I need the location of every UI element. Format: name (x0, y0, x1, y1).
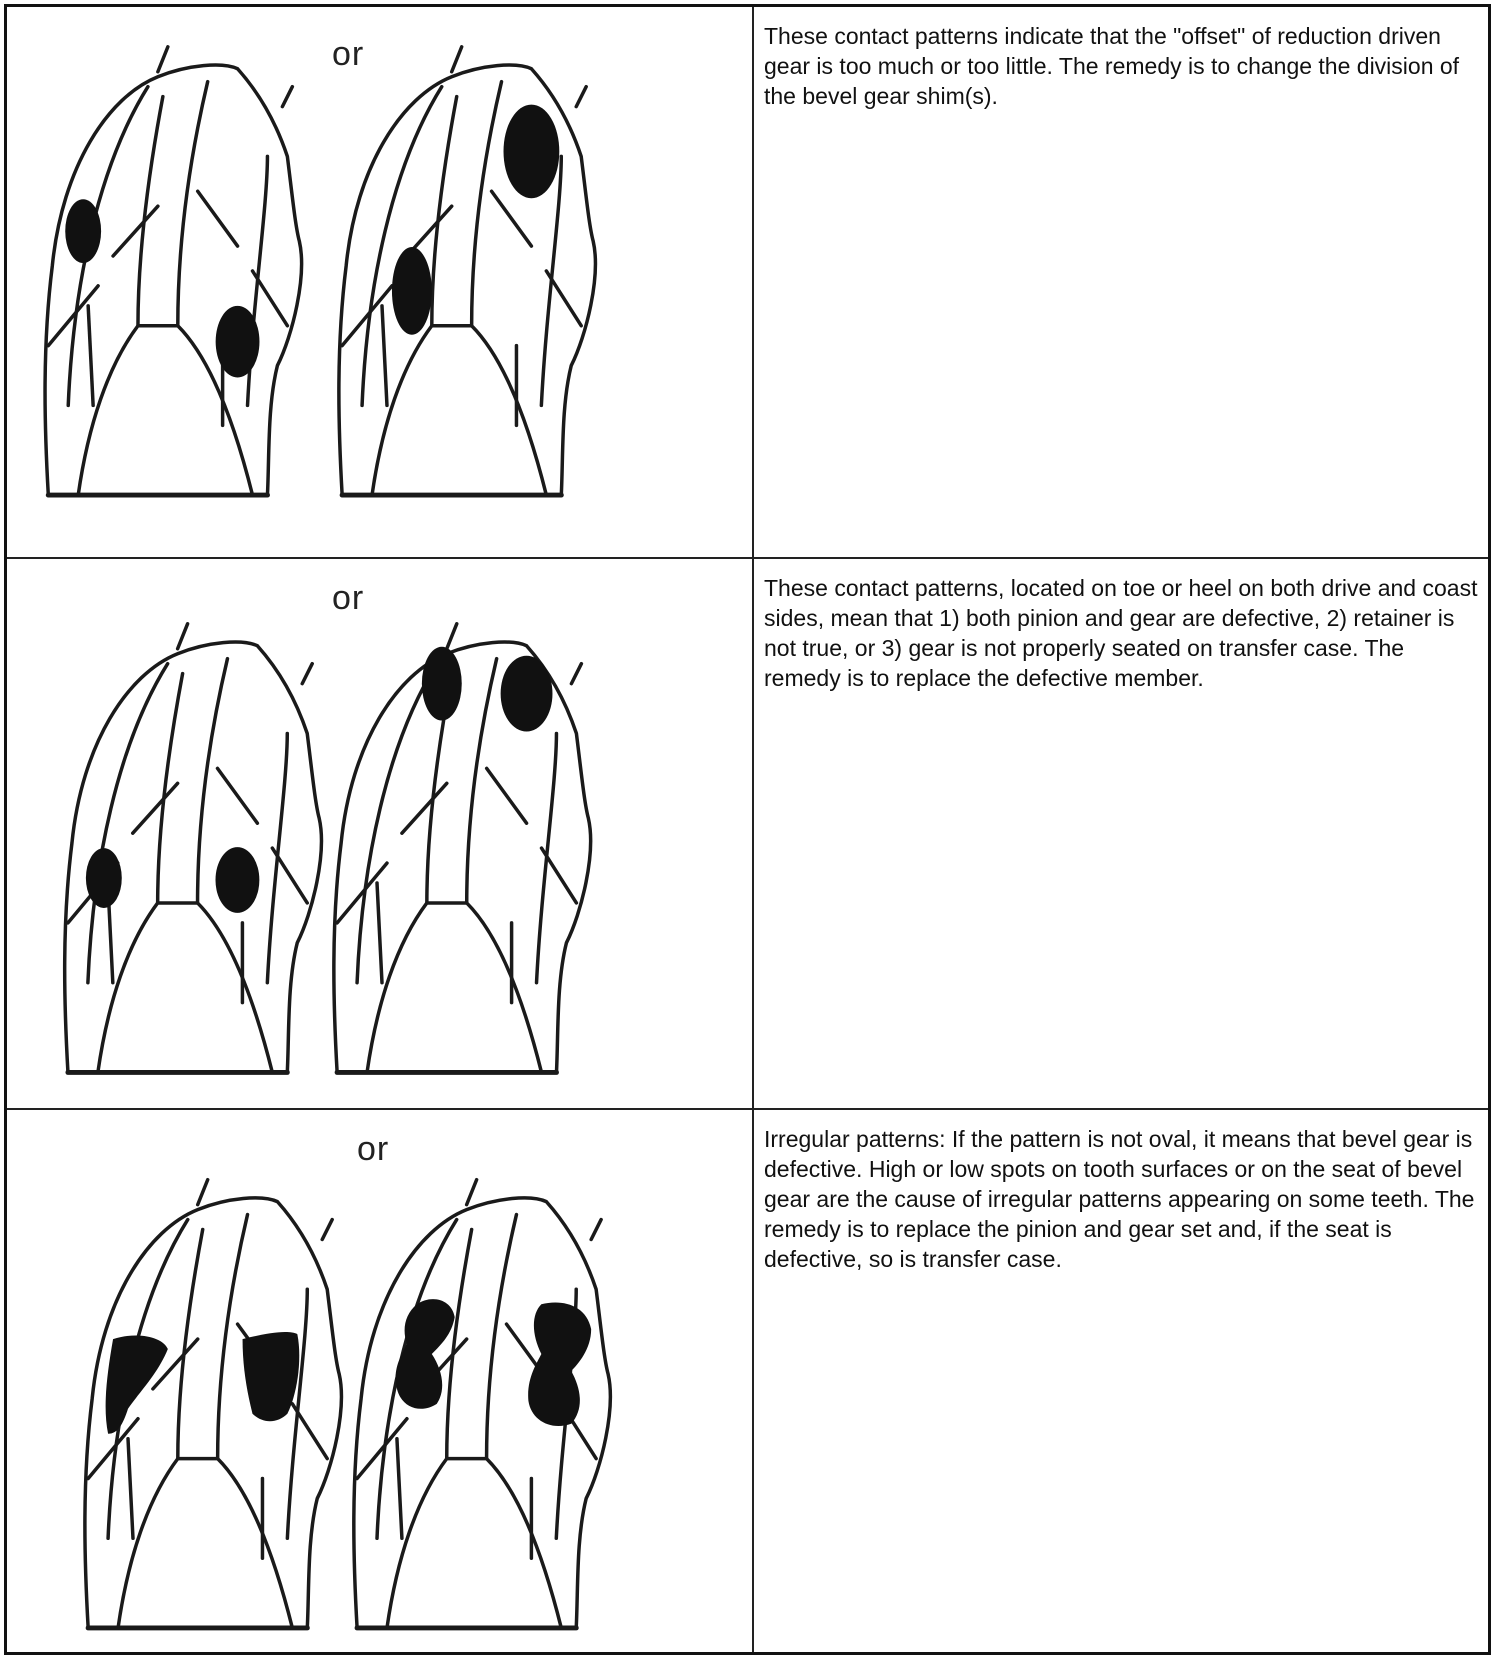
or-label: or (332, 35, 365, 73)
contact-pattern-table (4, 4, 1491, 1655)
description-cell: These contact patterns, located on toe or heel on both drive and coast sides, mean that 1) both pinion and gear are defective, 2) retainer is not true, or 3) gear is not properly seated on transfer case. The remedy is to replace the defective member. (753, 558, 1490, 1109)
or-label: or (357, 1130, 390, 1169)
contact-spot (216, 306, 260, 378)
contact-spot (392, 247, 432, 335)
description-cell: These contact patterns indicate that the "offset" of reduction driven gear is too much or too little. The remedy is to change the division of the bevel gear shim(s). (753, 6, 1490, 558)
tooth-contact-illustration (7, 7, 752, 557)
or-label: or (332, 578, 365, 617)
figure-cell (6, 6, 754, 558)
description-cell: Irregular patterns: If the pattern is not oval, it means that bevel gear is defective. High or low spots on tooth surfaces or on the seat of bevel gear are the cause of irregular patterns appearing on some teeth. The remedy is to replace the pinion and gear set and, if the seat is defective, so is transfer case. (753, 1109, 1490, 1653)
contact-spot (215, 847, 259, 913)
contact-spot (504, 105, 560, 199)
tooth-contact-illustration (7, 559, 752, 1108)
tooth-contact-illustration (7, 1110, 752, 1652)
table-row (6, 558, 1490, 1109)
contact-spot (396, 1299, 455, 1409)
contact-spot (501, 656, 553, 732)
figure-cell (6, 1109, 754, 1653)
figure-cell (6, 558, 754, 1109)
table-row (6, 6, 1490, 558)
contact-spot (86, 848, 122, 908)
contact-spot (528, 1303, 591, 1426)
contact-spot (243, 1332, 300, 1421)
table-row (6, 1109, 1490, 1653)
contact-spot (65, 199, 101, 263)
contact-spot (422, 647, 462, 721)
